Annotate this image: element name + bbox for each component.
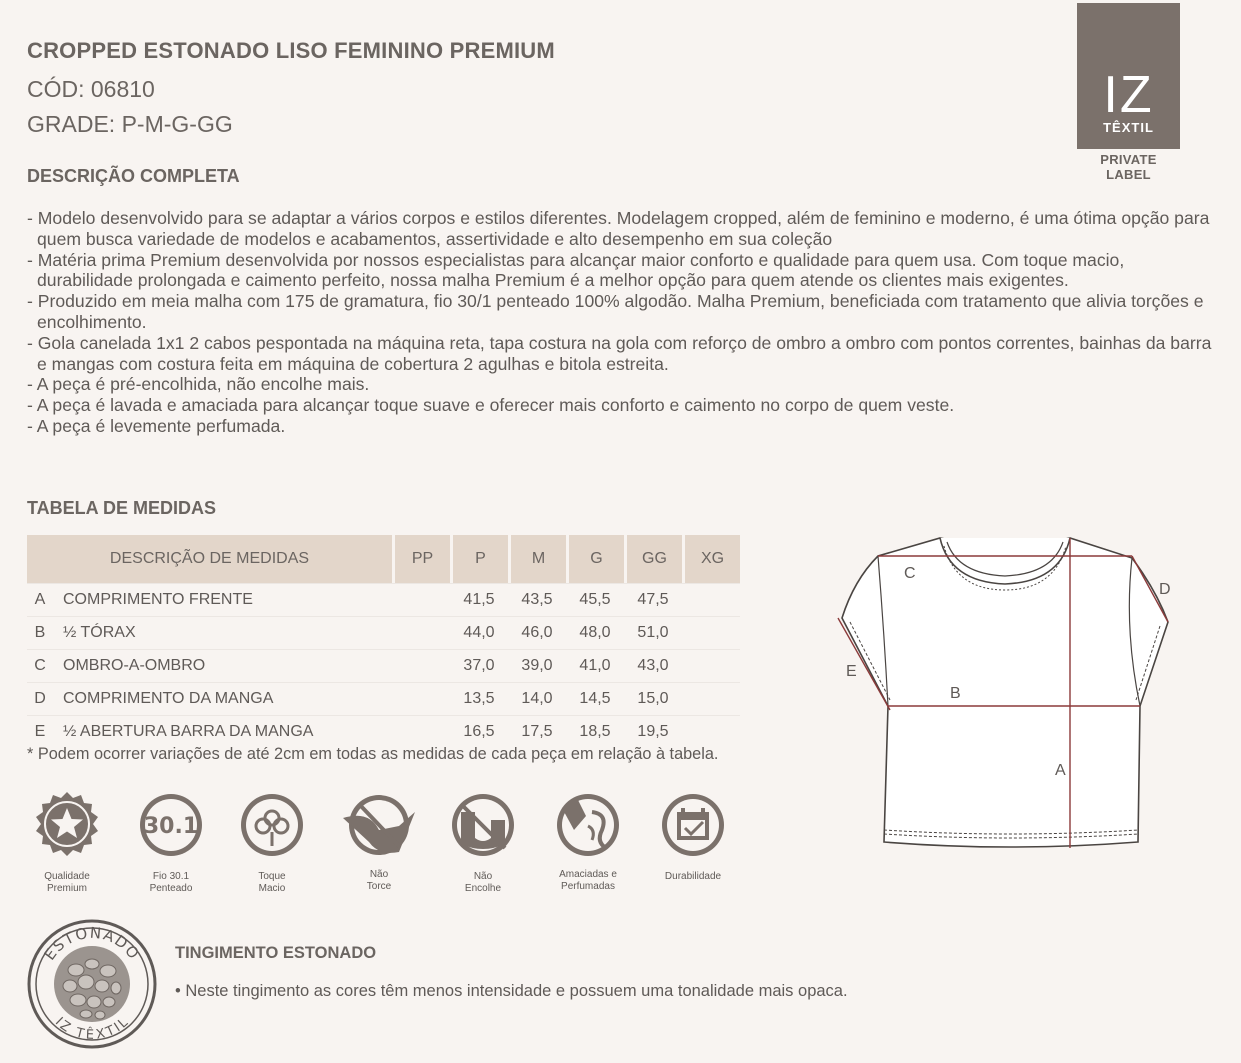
cell-value: [392, 715, 450, 748]
row-name: ½ TÓRAX: [53, 616, 392, 649]
cell-value: 43,0: [624, 649, 682, 682]
row-letter: C: [27, 649, 53, 682]
cell-value: 13,5: [450, 682, 508, 715]
row-letter: A: [27, 583, 53, 616]
cell-value: 48,0: [566, 616, 624, 649]
cell-value: 19,5: [624, 715, 682, 748]
no-twist-icon: [339, 790, 419, 862]
cell-value: 46,0: [508, 616, 566, 649]
table-row: [27, 583, 740, 616]
label-b: B: [950, 685, 961, 702]
cell-value: 47,5: [624, 583, 682, 616]
row-name: COMPRIMENTO DA MANGA: [53, 682, 392, 715]
row-name: OMBRO-A-OMBRO: [53, 649, 392, 682]
table-row: [27, 715, 740, 748]
product-code: CÓD: 06810: [27, 76, 155, 102]
stonewash-title: TINGIMENTO ESTONADO: [175, 944, 377, 962]
feature-label: Amaciadas e: [559, 869, 617, 880]
measures-heading: TABELA DE MEDIDAS: [27, 498, 216, 518]
col-size: G: [566, 535, 624, 583]
logo-mark: IZ: [1103, 66, 1154, 124]
cell-value: [392, 649, 450, 682]
cell-value: 37,0: [450, 649, 508, 682]
cell-value: [682, 715, 740, 748]
feature-label: Não: [473, 871, 493, 882]
table-row: [27, 616, 740, 649]
cell-value: [682, 583, 740, 616]
description-item: - A peça é levemente perfumada.: [27, 415, 286, 436]
cell-value: 16,5: [450, 715, 508, 748]
cell-value: [392, 583, 450, 616]
description-heading: DESCRIÇÃO COMPLETA: [27, 166, 240, 186]
row-name: ½ ABERTURA BARRA DA MANGA: [53, 715, 392, 748]
description-item: - Matéria prima Premium desenvolvida por nossos especialistas para alcançar maior conforto e qualidade para quem usa. Com toque macio, durabilidade prolongada e caimento perfeito, nossa malha Premium é a melhor opção para quem atende os clientes mais exigentes.: [27, 249, 1125, 291]
cell-value: 14,5: [566, 682, 624, 715]
cell-value: [682, 649, 740, 682]
col-size: GG: [624, 535, 682, 583]
feature-label: Durabilidade: [664, 871, 722, 882]
feature-label: Não: [369, 869, 389, 880]
measures-table: [27, 535, 740, 748]
thread-30-1-icon: [135, 790, 207, 862]
product-title: CROPPED ESTONADO LISO FEMININO PREMIUM: [27, 38, 555, 63]
feature-label: Macio: [258, 883, 286, 894]
feature-quality: [22, 790, 112, 895]
feature-no-twist: [334, 790, 424, 893]
logo-caption: PRIVATE LABEL: [1100, 152, 1157, 182]
stonewash-text: • Neste tingimento as cores têm menos intensidade e possuem uma tonalidade mais opaca.: [175, 982, 848, 1000]
cell-value: 18,5: [566, 715, 624, 748]
label-c: C: [904, 565, 916, 582]
cell-value: 45,5: [566, 583, 624, 616]
brand-logo: [1077, 3, 1180, 149]
feature-icons: [22, 790, 742, 894]
product-grade: GRADE: P-M-G-GG: [27, 111, 233, 137]
perfume-icon: [552, 790, 624, 862]
row-letter: D: [27, 682, 53, 715]
feature-badge: 30.1: [143, 814, 199, 839]
feature-label: Qualidade: [44, 871, 90, 882]
estonado-seal-icon: [26, 918, 158, 1050]
feature-label: Encolhe: [464, 883, 502, 894]
col-size: M: [508, 535, 566, 583]
col-description: DESCRIÇÃO DE MEDIDAS: [27, 535, 392, 583]
cell-value: 41,0: [566, 649, 624, 682]
table-row: [27, 682, 740, 715]
cell-value: [392, 616, 450, 649]
description-item: - Gola canelada 1x1 2 cabos pespontada na máquina reta, tapa costura na gola com reforço de ombro a ombro com pontos correntes, bainhas da barra e mangas com costura feita em máquina de cobertura 2 agulhas e bitola estreita.: [27, 332, 1212, 374]
label-e: E: [846, 663, 857, 680]
feature-label: Penteado: [149, 883, 193, 894]
col-size: PP: [392, 535, 450, 583]
seal-top-text: ESTONADO: [40, 923, 144, 964]
description-list: [27, 208, 1222, 437]
cotton-icon: [236, 790, 308, 862]
description-item: - A peça é lavada e amaciada para alcançar toque suave e oferecer mais conforto e caimento no corpo de quem veste.: [27, 395, 955, 416]
table-row: [27, 649, 740, 682]
feature-label: Premium: [46, 883, 87, 894]
description-item: - Produzido em meia malha com 175 de gramatura, fio 30/1 penteado 100% algodão. Malha Premium, beneficiada com tratamento que alivia torções e encolhimento.: [27, 291, 1204, 332]
cell-value: [682, 616, 740, 649]
no-shrink-icon: [447, 790, 519, 862]
cell-value: 39,0: [508, 649, 566, 682]
row-letter: E: [27, 715, 53, 748]
measures-note: * Podem ocorrer variações de até 2cm em todas as medidas de cada peça em relação à tabela.: [27, 745, 719, 763]
cell-value: 17,5: [508, 715, 566, 748]
feature-no-shrink: [438, 790, 528, 895]
cell-value: 44,0: [450, 616, 508, 649]
cell-value: 51,0: [624, 616, 682, 649]
row-letter: B: [27, 616, 53, 649]
col-size: XG: [682, 535, 740, 583]
feature-label: Fio 30.1: [152, 871, 190, 882]
cell-value: 14,0: [508, 682, 566, 715]
logo-sub: TÊXTIL: [1103, 120, 1154, 135]
feature-thread: [126, 790, 216, 895]
star-badge-icon: [31, 790, 103, 862]
label-a: A: [1055, 762, 1066, 779]
description-item: - A peça é pré-encolhida, não encolhe mais.: [27, 374, 370, 395]
feature-durability: [648, 790, 738, 883]
cell-value: 41,5: [450, 583, 508, 616]
table-header-row: [27, 535, 740, 583]
seal-bottom-text: IZ TÊXTIL: [51, 1014, 132, 1043]
col-size: P: [450, 535, 508, 583]
feature-label: Perfumadas: [561, 881, 615, 892]
cell-value: 15,0: [624, 682, 682, 715]
durability-icon: [657, 790, 729, 862]
feature-soft: [227, 790, 317, 895]
shirt-diagram: [820, 530, 1200, 860]
feature-perfume: [543, 790, 633, 893]
cell-value: [392, 682, 450, 715]
cell-value: 43,5: [508, 583, 566, 616]
label-d: D: [1159, 581, 1171, 598]
cell-value: [682, 682, 740, 715]
description-item: - Modelo desenvolvido para se adaptar a vários corpos e estilos diferentes. Modelagem cropped, além de feminino e moderno, é uma ótima opção para quem busca variedade de modelos e acabamentos, assertividade e alto desempenho em sua coleção: [27, 208, 1210, 249]
feature-label: Torce: [366, 881, 392, 892]
row-name: COMPRIMENTO FRENTE: [53, 583, 392, 616]
feature-label: Toque: [258, 871, 286, 882]
